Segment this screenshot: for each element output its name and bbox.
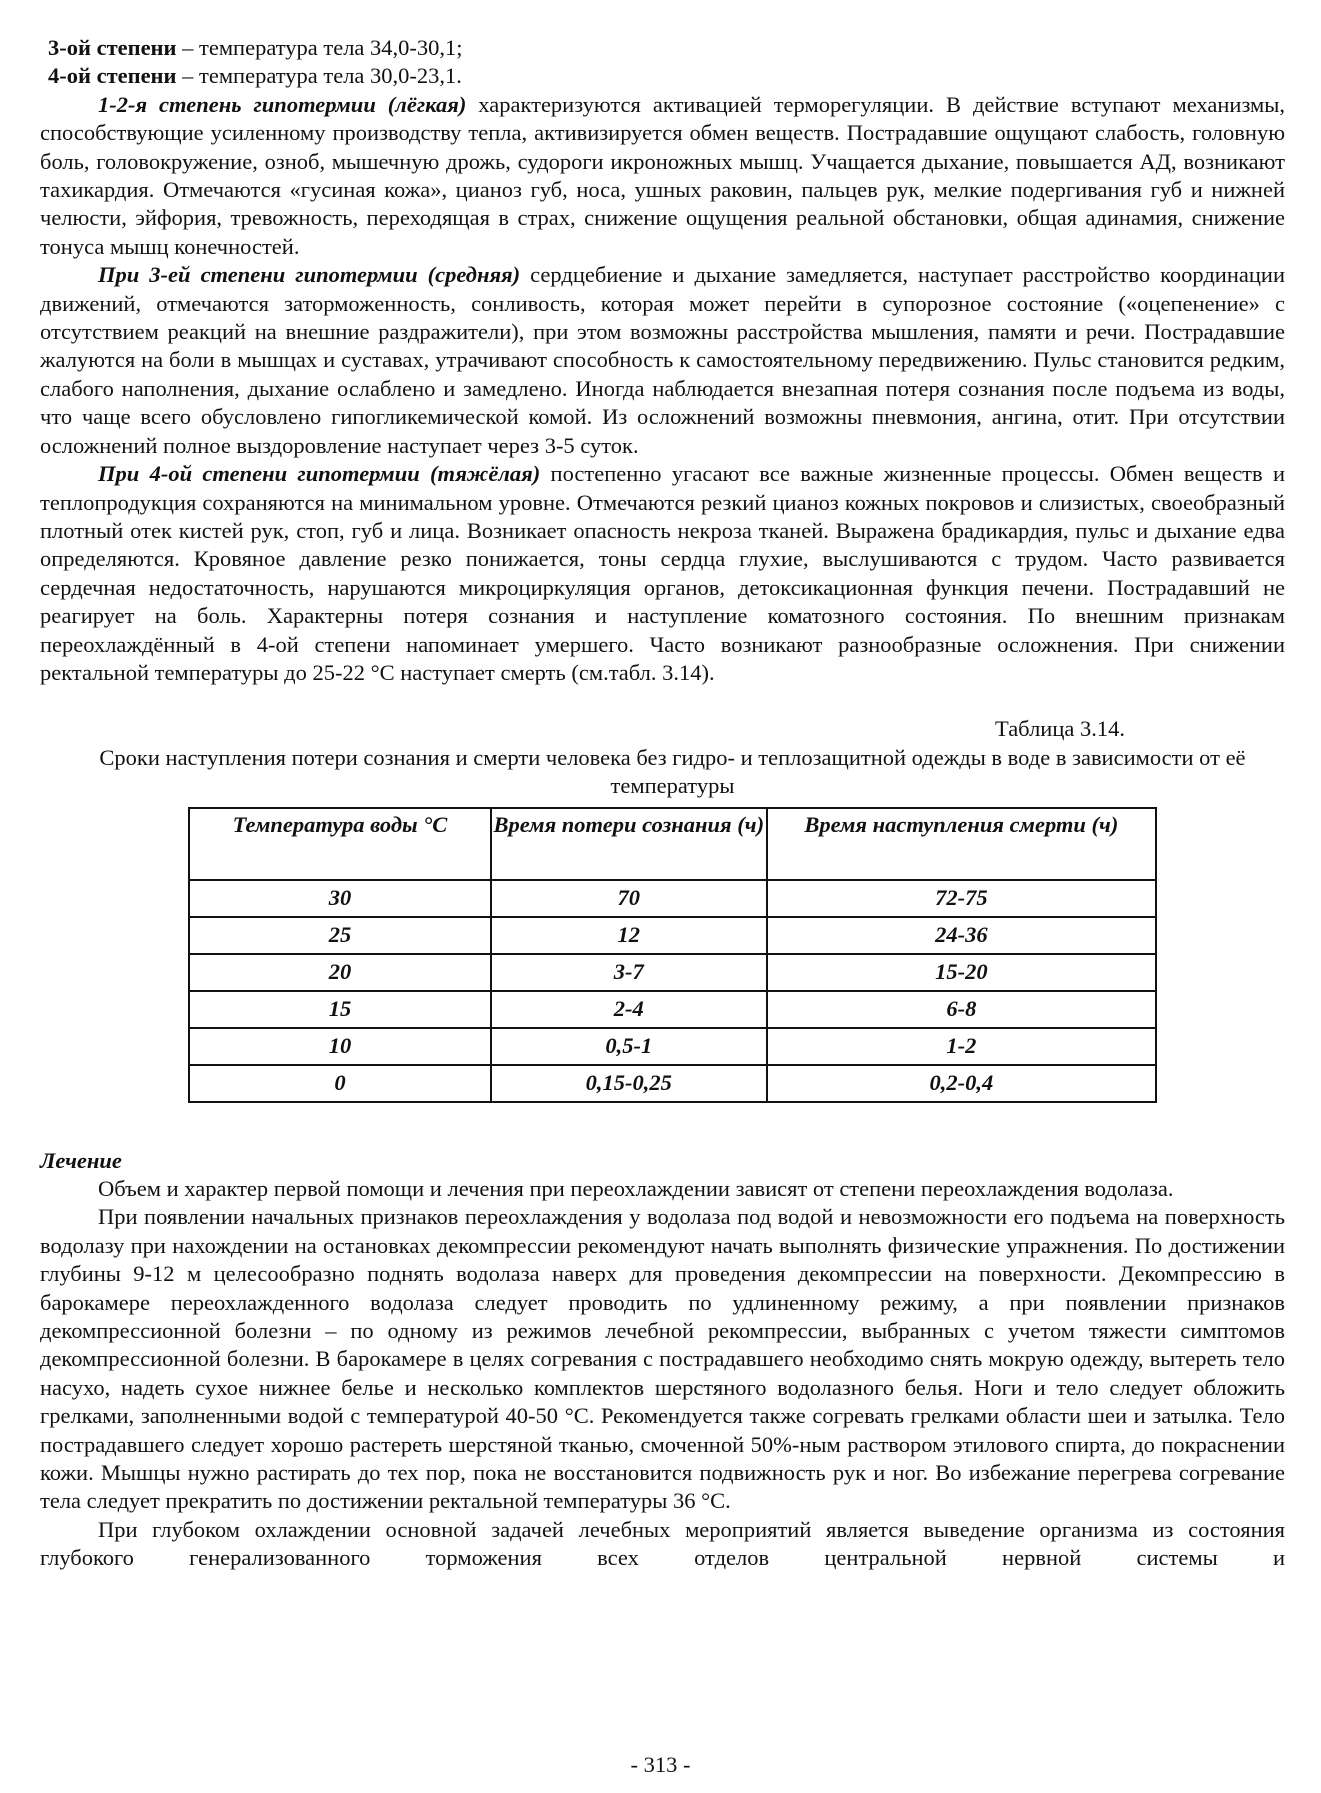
table-cell: 0 — [189, 1065, 491, 1102]
table-cell: 0,15-0,25 — [491, 1065, 767, 1102]
table-cell: 30 — [189, 880, 491, 917]
table-cell: 12 — [491, 917, 767, 954]
paragraph-lead: 1-2-я степень гипотермии (лёгкая) — [98, 91, 467, 117]
table-cell: 25 — [189, 917, 491, 954]
table-cell: 3-7 — [491, 954, 767, 991]
table-cell: 2-4 — [491, 991, 767, 1028]
table-cell: 72-75 — [767, 880, 1156, 917]
paragraph-moderate — [40, 261, 1285, 460]
table-header-row — [189, 808, 1156, 880]
list-item — [40, 62, 1285, 90]
table-row — [189, 1065, 1156, 1102]
table-row — [189, 917, 1156, 954]
table-cell: 15-20 — [767, 954, 1156, 991]
table-cell: 6-8 — [767, 991, 1156, 1028]
table-cell: 10 — [189, 1028, 491, 1065]
table-cell: 0,5-1 — [491, 1028, 767, 1065]
table-caption: Сроки наступления потери сознания и смерти человека без гидро- и теплозащитной одежды в воде в зависимости от её температуры — [99, 744, 1246, 799]
document-page — [40, 34, 1285, 1573]
paragraph: При глубоком охлаждении основной задачей лечебных мероприятий является выведение организма из состояния глубокого генерализованного торможения всех отделов центральной нервной системы и — [40, 1516, 1285, 1571]
paragraph-text: характеризуются активацией терморегуляции. В действие вступают механизмы, способствующие усиленному производству тепла, активизируется обмен веществ. Пострадавшие ощущают слабость, головную боль, головокружение, озноб, мышечную дрожь, судороги икроножных мышц. Учащается дыхание, повышается АД, возникают тахикардия. Отмечаются «гусиная кожа», цианоз губ, носа, ушных раковин, пальцев рук, мелкие подергивания губ и нижней челюсти, эйфория, тревожность, переходящая в страх, снижение ощущения реальной обстановки, общая адинамия, снижение тонуса мышц конечностей. — [40, 91, 1285, 259]
paragraph-text: сердцебиение и дыхание замедляется, наступает расстройство координации движений, отмечаются заторможенность, сонливость, которая может перейти в супорозное состояние («оцепенение» с отсутствием реакций на внешние раздражители), при этом возможны расстройства мышления, памяти и речи. Пострадавшие жалуются на боли в мышцах и суставах, утрачивают способность к самостоятельному передвижению. Пульс становится редким, слабого наполнения, дыхание ослаблено и замедлено. Иногда наблюдается внезапная потеря сознания после подъема из воды, что чаще всего обусловлено гипогликемической комой. Из осложнений возможны пневмония, ангина, отит. При отсутствии осложнений полное выздоровление наступает через 3-5 суток. — [40, 262, 1285, 458]
item-label: 3-ой степени — [48, 35, 177, 60]
table-row — [189, 991, 1156, 1028]
item-label: 4-ой степени — [48, 63, 177, 89]
table-row — [189, 1028, 1156, 1065]
list-item — [40, 34, 1285, 62]
paragraph-text: постепенно угасают все важные жизненные процессы. Обмен веществ и теплопродукция сохраняются на минимальном уровне. Отмечаются резкий цианоз кожных покровов и слизистых, своеобразный плотный отек кистей рук, стоп, губ и лица. Возникает опасность некроза тканей. Выражена брадикардия, пульс и дыхание едва определяются. Кровяное давление резко понижается, тоны сердца глухие, выслушиваются с трудом. Часто развивается сердечная недостаточность, нарушаются микроциркуляция органов, детоксикационная функция печени. Пострадавший не реагирует на боль. Характерны потеря сознания и наступление коматозного состояния. По внешним признакам переохлаждённый в 4-ой степени напоминает умершего. Часто возникают разнообразные осложнения. При снижении ректальной температуры до 25-22 °С наступает смерть (см.табл. 3.14). — [40, 461, 1285, 685]
item-text: – температура тела 34,0-30,1; — [176, 35, 463, 60]
table-cell: 0,2-0,4 — [767, 1065, 1156, 1102]
table-cell: 70 — [491, 880, 767, 917]
table-number: Таблица 3.14. — [995, 716, 1125, 742]
table-row — [189, 954, 1156, 991]
section-title: Лечение — [40, 1147, 122, 1173]
item-text: – температура тела 30,0-23,1. — [176, 63, 462, 89]
table-row — [189, 880, 1156, 917]
table-cell: 24-36 — [767, 917, 1156, 954]
table-cell: 20 — [189, 954, 491, 991]
paragraph-lead: При 4-ой степени гипотермии (тяжёлая) — [98, 461, 541, 487]
column-header: Температура воды °С — [189, 808, 491, 880]
paragraph: Объем и характер первой помощи и лечения при переохлаждении зависят от степени переохлаждения водолаза. — [98, 1175, 1174, 1201]
paragraph-lead: При 3-ей степени гипотермии (средняя) — [98, 262, 521, 288]
paragraph-severe — [40, 460, 1285, 687]
table-cell: 1-2 — [767, 1028, 1156, 1065]
paragraph-mild — [40, 91, 1285, 261]
data-table — [188, 807, 1157, 1103]
paragraph: При появлении начальных признаков переохлаждения у водолаза под водой и невозможности его подъема на поверхность водолазу при нахождении на остановках декомпрессии рекомендуют начать выполнять физические упражнения. По достижении глубины 9-12 м целесообразно поднять водолаза наверх для проведения декомпрессии на поверхности. Декомпрессию в барокамере переохлажденного водолаза следует проводить по удлиненному режиму, а при появлении признаков декомпрессионной болезни – по одному из режимов лечебной рекомпрессии, выбранных с учетом тяжести симптомов декомпрессионной болезни. В барокамере в целях согревания с пострадавшего необходимо снять мокрую одежду, вытереть тело насухо, надеть сухое нижнее белье и несколько комплектов шерстяного водолазного белья. Ноги и тело следует обложить грелками, заполненными водой с температурой 40-50 °С. Рекомендуется также согревать грелками области шеи и затылка. Тело пострадавшего следует хорошо растереть шерстяной тканью, смоченной 50%-ным раствором этилового спирта, до покраснении кожи. Мышцы нужно растирать до тех пор, пока не восстановится подвижность рук и ног. Во избежание перегрева согревание тела следует прекратить по достижении ректальной температуры 36 °С. — [40, 1204, 1285, 1514]
table-cell: 15 — [189, 991, 491, 1028]
page-number: - 313 - — [630, 1752, 691, 1777]
column-header: Время наступления смерти (ч) — [767, 808, 1156, 880]
column-header: Время потери сознания (ч) — [491, 808, 767, 880]
